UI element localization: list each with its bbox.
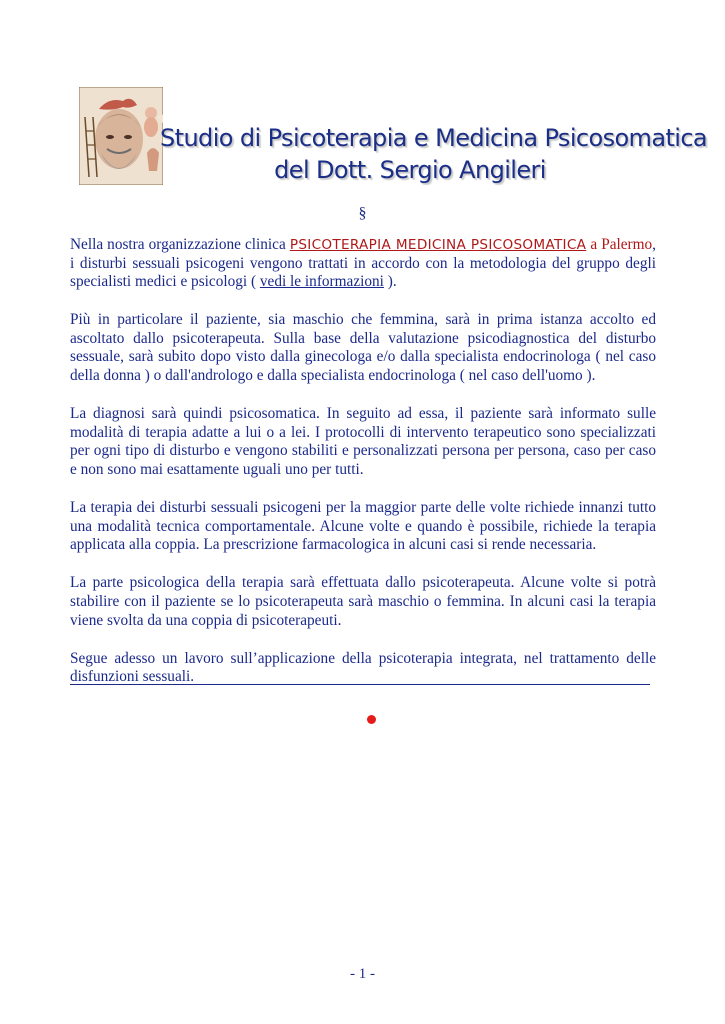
clinic-name-link[interactable]: PSICOTERAPIA MEDICINA PSICOSOMATICA — [289, 237, 587, 253]
body-text — [70, 236, 656, 706]
paragraph-4: La terapia dei disturbi sessuali psicogeni per la maggior parte delle volte richiede innanzi tutto una modalità tecnica comportamentale. Alcune volte e quando è possibile, richiede la terapia applicata alla coppia. La prescrizione farmacologica in alcuni casi si rende necessaria. — [70, 499, 656, 554]
paragraph-2: Più in particolare il paziente, sia maschio che femmina, sarà in prima istanza accolto ed ascoltato dallo psicoterapeuta. Sulla base della valutazione psicodiagnostica del disturbo sessuale, sarà subito dopo visto dalla ginecologa e/o dalla specialista endocrinologa ( nel caso della donna ) o dall'andrologo e dalla specialista endocrinologa ( nel caso dell'uomo ). — [70, 311, 656, 385]
section-mark: § — [358, 205, 367, 222]
paragraph-1: Nella nostra organizzazione clinica PSICOTERAPIA MEDICINA PSICOSOMATICA a Palermo, i disturbi sessuali psicogeni vengono trattati in accordo con la metodologia del gruppo degli specialisti medici e psicologi ( vedi le informazioni ). — [70, 236, 656, 291]
paragraph-6: Segue adesso un lavoro sull’applicazione della psicoterapia integrata, nel trattamento delle disfunzioni sessuali. — [70, 649, 656, 686]
freud-portrait-with-cherub-icon — [79, 87, 163, 185]
paragraph-3: La diagnosi sarà quindi psicosomatica. In seguito ad essa, il paziente sarà informato sulle modalità di terapia adatte a lui o a lei. I protocolli di intervento terapeutico sono specializzati per ogni tipo di disturbo e vengono stabiliti e personalizzati persona per persona, caso per caso e non sono mai esattamente uguali uno per tutti. — [70, 405, 656, 478]
doctor-name: del Dott. Sergio Angileri — [274, 156, 546, 184]
horizontal-divider — [70, 684, 650, 685]
red-bullet-icon — [367, 715, 376, 724]
info-link[interactable]: vedi le informazioni — [259, 273, 384, 291]
page-number: - 1 - — [350, 966, 375, 982]
city-name: Palermo — [601, 236, 653, 253]
clinic-title: Studio di Psicoterapia e Medicina Psicosomatica — [160, 124, 708, 152]
paragraph-5: La parte psicologica della terapia sarà effettuata dallo psicoterapeuta. Alcune volte si potrà stabilire con il paziente se lo psicoterapeuta sarà maschio o femmina. In alcuni casi la terapia viene svolta da una coppia di psicoterapeuti. — [70, 574, 656, 629]
